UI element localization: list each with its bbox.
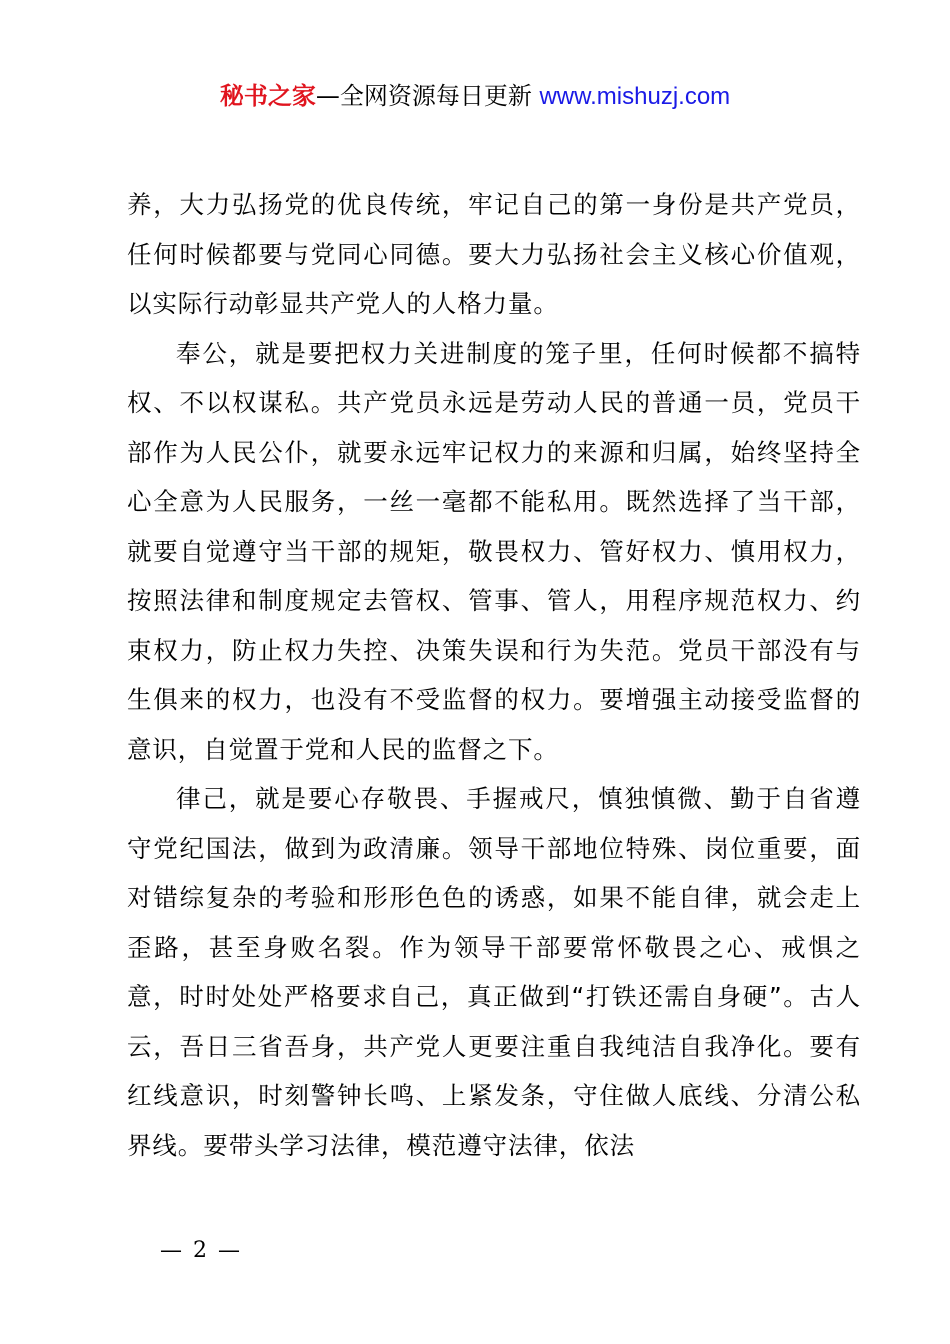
page-number: — 2 — — [160, 1238, 242, 1263]
paragraph-fenggong: 奉公，就是要把权力关进制度的笼子里，任何时候都不搞特权、不以权谋私。共产党员永远是劳动人民的普通一员，党员干部作为人民公仆，就要永远牢记权力的来源和归属，始终坚持全心全意为人民服务，一丝一毫都不能私用。既然选择了当干部，就要自觉遵守当干部的规矩，敬畏权力、管好权力、慎用权力，按照法律和制度规定去管权、管事、管人，用程序规范权力、约束权力，防止权力失控、决策失误和行为失范。党员干部没有与生俱来的权力，也没有不受监督的权力。要增强主动接受监督的意识，自觉置于党和人民的监督之下。 — [127, 338, 861, 764]
document-body — [127, 180, 861, 1170]
brand-name: 秘书之家 — [219, 82, 316, 110]
header-tagline: —全网资源每日更新 — [315, 82, 532, 110]
site-url[interactable]: www.mishuzj.com — [539, 83, 731, 110]
page-header — [0, 78, 950, 115]
paragraph-continuation: 养，大力弘扬党的优良传统，牢记自己的第一身份是共产党员，任何时候都要与党同心同德。要大力弘扬社会主义核心价值观，以实际行动彰显共产党人的人格力量。 — [127, 190, 861, 318]
paragraph-luji: 律己，就是要心存敬畏、手握戒尺，慎独慎微、勤于自省遵守党纪国法，做到为政清廉。领导干部地位特殊、岗位重要，面对错综复杂的考验和形形色色的诱惑，如果不能自律，就会走上歪路，甚至身败名裂。作为领导干部要常怀敬畏之心、戒惧之意，时时处处严格要求自己，真正做到“打铁还需自身硬”。古人云，吾日三省吾身，共产党人更要注重自我纯洁自我净化。要有红线意识，时刻警钟长鸣、上紧发条，守住做人底线、分清公私界线。要带头学习法律，模范遵守法律，依法 — [127, 784, 861, 1160]
